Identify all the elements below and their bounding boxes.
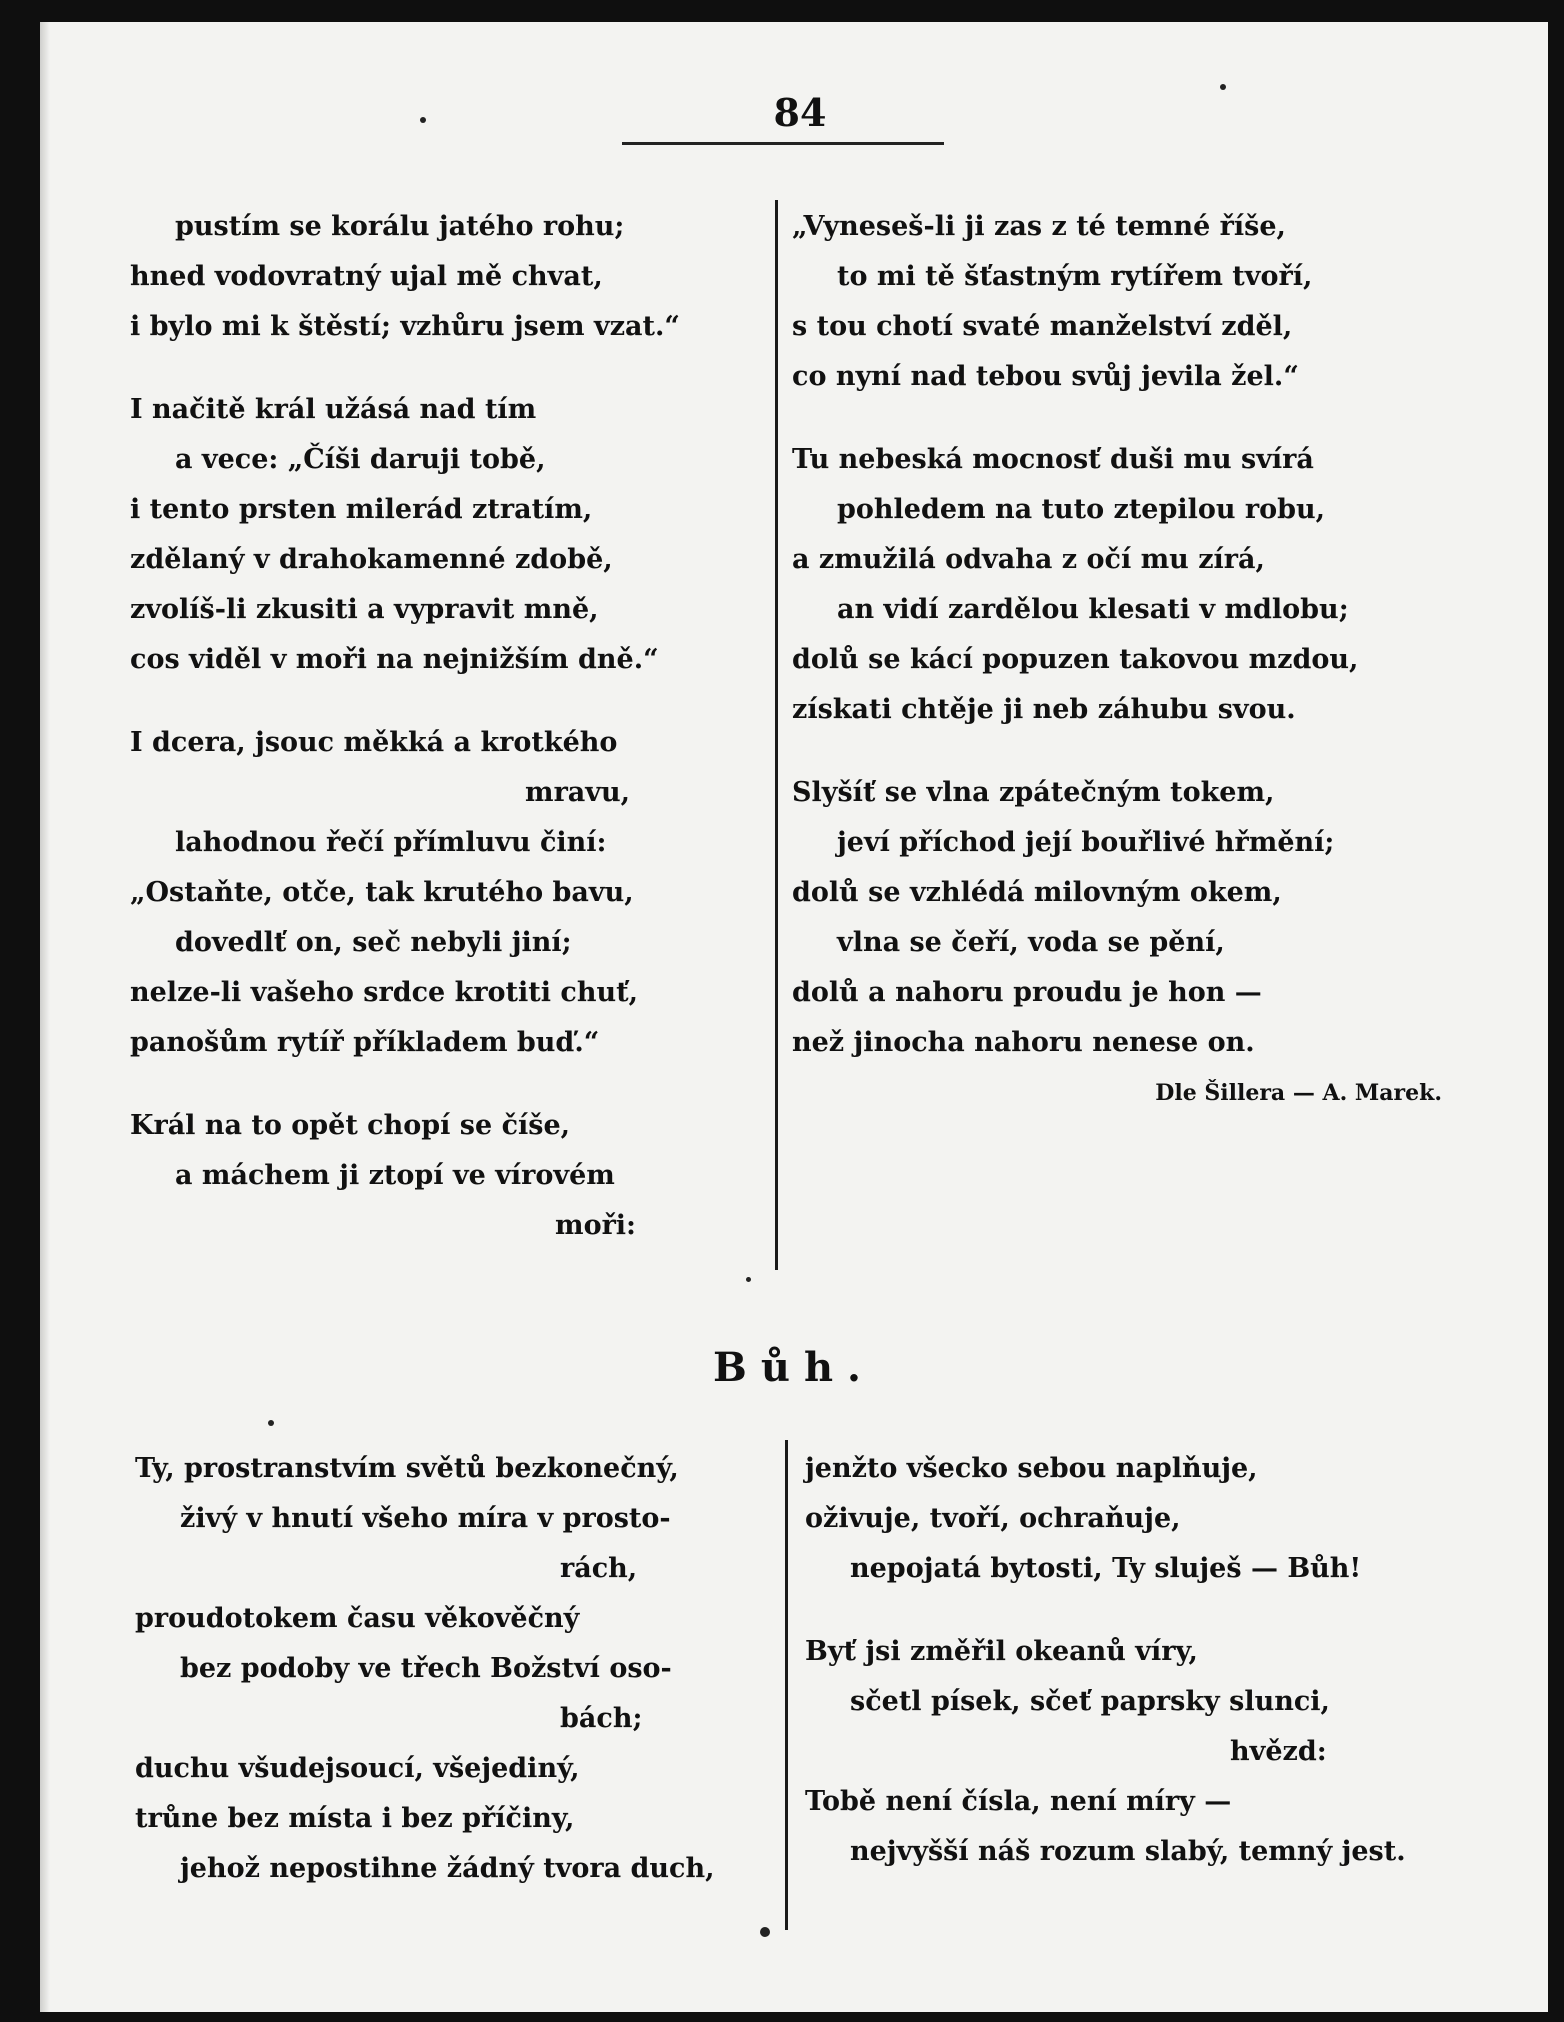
poem-line: Slyšíť se vlna zpátečným tokem,: [792, 777, 1275, 808]
poem-line: zvolíš-li zkusiti a vypravit mně,: [130, 594, 599, 625]
poem-line: nejvyšší náš rozum slabý, temný jest.: [850, 1836, 1406, 1867]
stanza-gap: [130, 1068, 770, 1101]
poem-line: zdělaný v drahokamenné zdobě,: [130, 544, 613, 575]
poem-signature: Dle Šillera — A. Marek.: [1155, 1080, 1442, 1106]
bottom-column-divider: [785, 1440, 788, 1930]
poem-line: než jinocha nahoru nenese on.: [792, 1027, 1255, 1058]
poem-line: bez podoby ve třech Božství oso-: [180, 1653, 672, 1684]
bottom-left-column: [135, 1444, 785, 1894]
header-rule: [622, 142, 944, 145]
poem-line: dolů se vzhlédá milovným okem,: [792, 877, 1282, 908]
poem-line: I načitě král užásá nad tím: [130, 394, 537, 425]
poem-line: bách;: [560, 1703, 643, 1734]
poem-line: moři:: [555, 1210, 637, 1241]
poem-line: duchu všudejsoucí, všejediný,: [135, 1753, 580, 1784]
poem-line: to mi tě šťastným rytířem tvoří,: [837, 261, 1313, 292]
poem-line: trůne bez místa i bez příčiny,: [135, 1803, 575, 1834]
poem-line: co nyní nad tebou svůj jevila žel.“: [792, 361, 1299, 392]
poem-line: pustím se korálu jatého rohu;: [175, 211, 625, 242]
poem-line: rách,: [560, 1553, 638, 1584]
stanza-gap: [792, 402, 1472, 435]
top-left-column: [130, 202, 770, 1251]
top-right-column: [792, 202, 1472, 1118]
poem-line: mravu,: [525, 777, 631, 808]
poem-line: „Ostaňte, otče, tak krutého bavu,: [130, 877, 634, 908]
poem-line: jenžto všecko sebou naplňuje,: [805, 1453, 1258, 1484]
stanza-gap: [130, 352, 770, 385]
stanza-gap: [130, 685, 770, 718]
poem-line: Tu nebeská mocnosť duši mu svírá: [792, 444, 1314, 475]
poem-line: dolů se kácí popuzen takovou mzdou,: [792, 644, 1359, 675]
poem-line: a zmužilá odvaha z očí mu zírá,: [792, 544, 1265, 575]
poem-line: hvězd:: [1230, 1736, 1327, 1767]
poem-line: dolů a nahoru proudu je hon —: [792, 977, 1262, 1008]
poem-line: cos viděl v moři na nejnižším dně.“: [130, 644, 659, 675]
poem-line: i tento prsten milerád ztratím,: [130, 494, 593, 525]
poem-line: I dcera, jsouc měkká a krotkého: [130, 727, 618, 758]
stanza-gap: [792, 735, 1472, 768]
section-title: Bůh.: [713, 1344, 875, 1391]
poem-line: proudotokem času věkověčný: [135, 1603, 580, 1634]
poem-line: Král na to opět chopí se číše,: [130, 1110, 571, 1141]
poem-line: sčetl písek, sčeť paprsky slunci,: [850, 1686, 1330, 1717]
page-number: 84: [773, 90, 827, 135]
poem-line: nepojatá bytosti, Ty sluješ — Bůh!: [850, 1553, 1362, 1584]
poem-line: živý v hnutí všeho míra v prosto-: [180, 1503, 671, 1534]
poem-line: Byť jsi změřil okeanů víry,: [805, 1636, 1198, 1667]
poem-line: Tobě není čísla, není míry —: [805, 1786, 1232, 1817]
poem-line: nelze-li vašeho srdce krotiti chuť,: [130, 977, 638, 1008]
poem-line: získati chtěje ji neb záhubu svou.: [792, 694, 1296, 725]
poem-line: s tou chotí svaté manželství zděl,: [792, 311, 1293, 342]
poem-line: a vece: „Číši daruji tobě,: [175, 444, 546, 475]
poem-line: hned vodovratný ujal mě chvat,: [130, 261, 603, 292]
poem-line: Ty, prostranstvím světů bezkonečný,: [135, 1453, 679, 1484]
poem-line: i bylo mi k štěstí; vzhůru jsem vzat.“: [130, 311, 680, 342]
bottom-right-column: [805, 1444, 1495, 1877]
poem-line: an vidí zardělou klesati v mdlobu;: [837, 594, 1349, 625]
poem-line: lahodnou řečí přímluvu činí:: [175, 827, 607, 858]
scan-speck: [746, 1277, 751, 1282]
poem-line: jehož nepostihne žádný tvora duch,: [180, 1853, 715, 1884]
page-edge-shadow: [40, 22, 50, 2012]
poem-line: vlna se čeří, voda se pění,: [837, 927, 1225, 958]
poem-line: oživuje, tvoří, ochraňuje,: [805, 1503, 1181, 1534]
poem-line: „Vyneseš-li ji zas z té temné říše,: [792, 211, 1286, 242]
scanned-page: [40, 22, 1548, 2012]
poem-line: a máchem ji ztopí ve vírovém: [175, 1160, 615, 1191]
scan-speck: [420, 117, 426, 123]
scan-speck: [268, 1420, 274, 1426]
poem-line: pohledem na tuto ztepilou robu,: [837, 494, 1326, 525]
scan-speck: [760, 1927, 770, 1937]
stanza-gap: [805, 1594, 1495, 1627]
poem-line: jeví příchod její bouřlivé hřmění;: [837, 827, 1335, 858]
scan-speck: [1220, 84, 1226, 90]
poem-line: panošům rytíř příkladem buď.“: [130, 1027, 600, 1058]
top-column-divider: [775, 200, 778, 1270]
poem-line: dovedlť on, seč nebyli jiní;: [175, 927, 572, 958]
